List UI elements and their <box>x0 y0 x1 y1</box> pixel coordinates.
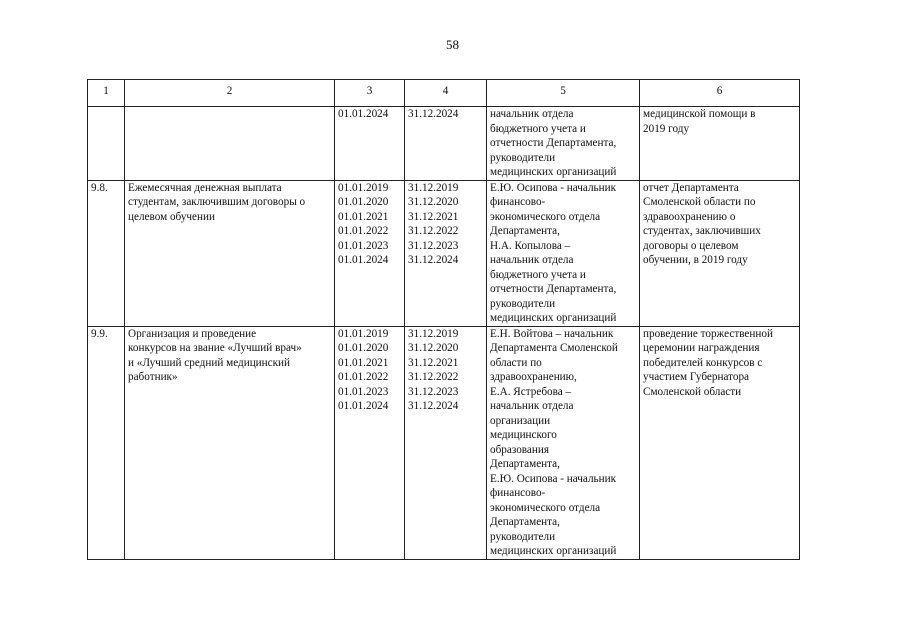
responsible-persons-line: руководители <box>490 530 556 543</box>
table-header-row <box>88 80 800 107</box>
start-dates-line: 01.01.2023 <box>338 385 389 398</box>
start-dates-line: 01.01.2022 <box>338 371 389 383</box>
end-dates-line: 31.12.2023 <box>408 385 459 398</box>
responsible-persons-line: области по <box>490 356 542 369</box>
responsible-persons-line: медицинского <box>490 429 557 441</box>
responsible-persons-line: бюджетного учета и <box>490 122 586 135</box>
responsible-persons-line: отчетности Департамента, <box>490 137 617 149</box>
expected-result-line: проведение торжественной <box>643 327 773 340</box>
end-dates-line: 31.12.2024 <box>408 108 459 120</box>
responsible-persons-line: экономического отдела <box>490 210 601 223</box>
event-title-cell <box>125 107 335 181</box>
responsible-persons-line: экономического отдела <box>490 501 601 514</box>
expected-result-line: студентах, заключивших <box>643 225 761 237</box>
expected-result-line: победителей конкурсов с <box>643 356 763 369</box>
end-dates-line: 31.12.2024 <box>408 254 459 266</box>
event-title-line: конкурсов на звание «Лучший врач» <box>128 342 302 354</box>
responsible-persons-line: бюджетного учета и <box>490 268 586 281</box>
header-col-6: 6 <box>640 80 800 107</box>
responsible-persons-cell <box>487 326 640 559</box>
responsible-persons-line: здравоохранению, <box>490 371 577 383</box>
responsible-persons-cell <box>487 107 640 181</box>
start-dates-line: 01.01.2024 <box>338 254 389 266</box>
start-dates-cell <box>335 180 405 326</box>
expected-result-line: договоры о целевом <box>643 239 739 252</box>
end-dates-line: 31.12.2024 <box>408 400 459 412</box>
expected-result-line: Смоленской области по <box>643 196 756 208</box>
expected-result-line: здравоохранению о <box>643 210 736 223</box>
responsible-persons-line: руководители <box>490 297 556 310</box>
responsible-persons-line: медицинских организаций <box>490 545 617 557</box>
responsible-persons-line: Департамента Смоленской <box>490 342 618 354</box>
table-row <box>88 326 800 559</box>
start-dates-line: 01.01.2023 <box>338 239 389 252</box>
header-col-4: 4 <box>405 80 487 107</box>
table-row <box>88 180 800 326</box>
expected-result-cell <box>640 326 800 559</box>
document-table <box>87 79 800 560</box>
start-dates-line: 01.01.2019 <box>338 181 389 194</box>
responsible-persons-line: начальник отдела <box>490 400 574 412</box>
start-dates-line: 01.01.2021 <box>338 356 389 369</box>
event-title-cell <box>125 180 335 326</box>
responsible-persons-line: Департамента, <box>490 458 560 470</box>
row-number-cell <box>88 107 125 181</box>
row-number-cell <box>88 326 125 559</box>
expected-result-line: Смоленской области <box>643 385 742 398</box>
end-dates-line: 31.12.2021 <box>408 210 459 223</box>
end-dates-line: 31.12.2019 <box>408 181 459 194</box>
end-dates-line: 31.12.2022 <box>408 371 459 383</box>
responsible-persons-line: Е.А. Ястребова – <box>490 385 572 398</box>
expected-result-line: отчет Департамента <box>643 181 739 194</box>
expected-result-line: участием Губернатора <box>643 371 750 383</box>
responsible-persons-line: образования <box>490 443 550 456</box>
responsible-persons-cell <box>487 180 640 326</box>
responsible-persons-line: отчетности Департамента, <box>490 283 617 295</box>
page-number: 58 <box>446 37 459 52</box>
header-col-5: 5 <box>487 80 640 107</box>
responsible-persons-line: Е.Н. Войтова – начальник <box>490 327 614 340</box>
responsible-persons-line: руководители <box>490 151 556 164</box>
start-dates-line: 01.01.2024 <box>338 108 389 120</box>
start-dates-line: 01.01.2020 <box>338 196 389 208</box>
end-dates-cell <box>405 107 487 181</box>
responsible-persons-line: Департамента, <box>490 516 560 528</box>
responsible-persons-line: финансово- <box>490 196 546 208</box>
responsible-persons-line: медицинских организаций <box>490 312 617 324</box>
responsible-persons-line: Департамента, <box>490 225 560 237</box>
row-number-cell <box>88 180 125 326</box>
end-dates-line: 31.12.2020 <box>408 342 459 354</box>
event-title-line: и «Лучший средний медицинский <box>128 356 291 369</box>
row-number: 9.8. <box>91 181 108 194</box>
event-title-line: Ежемесячная денежная выплата <box>128 181 282 194</box>
expected-result-line: медицинской помощи в <box>643 108 756 120</box>
start-dates-line: 01.01.2020 <box>338 342 389 354</box>
responsible-persons-line: Е.Ю. Осипова - начальник <box>490 472 617 485</box>
start-dates-cell <box>335 326 405 559</box>
header-col-3: 3 <box>335 80 405 107</box>
expected-result-line: обучении, в 2019 году <box>643 254 748 266</box>
start-dates-line: 01.01.2021 <box>338 210 389 223</box>
responsible-persons-line: Н.А. Копылова – <box>490 239 571 252</box>
table-row <box>88 107 800 181</box>
event-title-line: студентам, заключившим договоры о <box>128 196 306 208</box>
row-number: 9.9. <box>91 327 108 340</box>
start-dates-line: 01.01.2019 <box>338 327 389 340</box>
responsible-persons-line: Е.Ю. Осипова - начальник <box>490 181 617 194</box>
header-col-1: 1 <box>88 80 125 107</box>
start-dates-line: 01.01.2022 <box>338 225 389 237</box>
end-dates-line: 31.12.2021 <box>408 356 459 369</box>
end-dates-line: 31.12.2019 <box>408 327 459 340</box>
responsible-persons-line: начальник отдела <box>490 108 574 120</box>
event-title-line: целевом обучении <box>128 210 215 223</box>
responsible-persons-line: организации <box>490 414 551 427</box>
expected-result-cell <box>640 180 800 326</box>
responsible-persons-line: финансово- <box>490 487 546 499</box>
responsible-persons-line: медицинских организаций <box>490 166 617 178</box>
expected-result-line: церемонии награждения <box>643 342 760 354</box>
start-dates-line: 01.01.2024 <box>338 400 389 412</box>
end-dates-cell <box>405 326 487 559</box>
header-col-2: 2 <box>125 80 335 107</box>
expected-result-line: 2019 году <box>643 122 690 135</box>
event-title-line: Организация и проведение <box>128 327 257 340</box>
end-dates-line: 31.12.2020 <box>408 196 459 208</box>
start-dates-cell <box>335 107 405 181</box>
event-title-line: работник» <box>128 371 178 383</box>
end-dates-cell <box>405 180 487 326</box>
end-dates-line: 31.12.2022 <box>408 225 459 237</box>
expected-result-cell <box>640 107 800 181</box>
responsible-persons-line: начальник отдела <box>490 254 574 266</box>
event-title-cell <box>125 326 335 559</box>
end-dates-line: 31.12.2023 <box>408 239 459 252</box>
